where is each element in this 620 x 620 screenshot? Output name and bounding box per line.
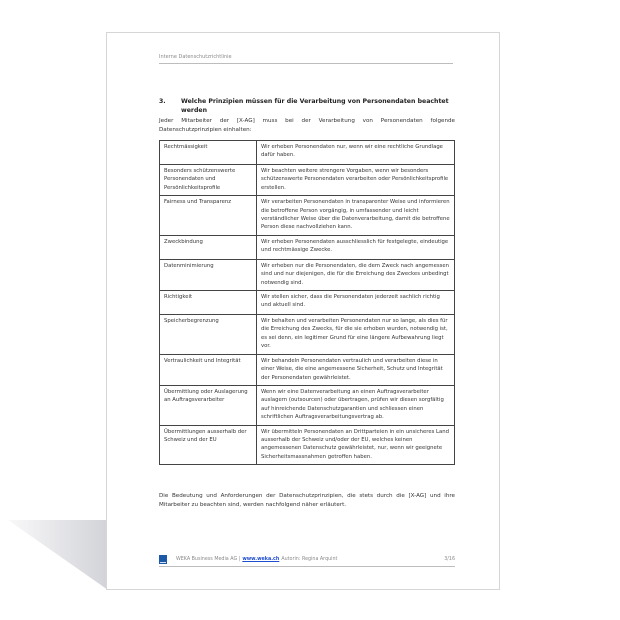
footer-publisher: WEKA Business Media AG |: [176, 556, 241, 562]
description-cell: Wir erheben nur die Personendaten, die dem Zweck nach angemessen sind und nur diejenigen, die für die Erreichung des Zweckes unbedingt notwendig sind.: [257, 259, 455, 290]
page-footer: [159, 552, 455, 567]
running-head: Interne Datenschutzrichtlinie: [159, 54, 453, 64]
closing-paragraph: Die Bedeutung und Anforderungen der Datenschutzprinzipien, die stets durch die [X-AG] und ihre Mitarbeiter zu beachten sind, werden nachfolgend näher erläutert.: [159, 493, 455, 508]
description-cell: Wir verarbeiten Personendaten in transparenter Weise und informieren die betroffene Person vorgängig, in umfassender und leicht verständlicher Weise über die Datenverarbeitung, damit die betroffene Person diese nachvollziehen kann.: [257, 196, 455, 236]
description-cell: Wir übermitteln Personendaten an Drittparteien in ein unsicheres Land ausserhalb der Schweiz und/oder der EU, welches keinen angemessenen Datenschutz gewährleistet, nur, wenn wir geeignete Sicherheitsmassnahmen getroffen haben.: [257, 425, 455, 465]
principle-cell: Rechtmässigkeit: [160, 141, 257, 165]
page-shadow: [8, 520, 108, 590]
principle-cell: Vertraulichkeit und Integrität: [160, 354, 257, 385]
principle-cell: Fairness und Transparenz: [160, 196, 257, 236]
intro-paragraph: Jeder Mitarbeiter der [X-AG] muss bei der Verarbeitung von Personendaten folgende Datenschutzprinzipien einhalten:: [159, 118, 455, 133]
principle-cell: Besonders schützenswerte Personendaten und Persönlichkeitsprofile: [160, 165, 257, 196]
principle-cell: Übermittlung oder Auslagerung an Auftragsverarbeiter: [160, 385, 257, 425]
description-cell: Wenn wir eine Datenverarbeitung an einen Auftragsverarbeiter auslagern (outsourcen) oder übertragen, prüfen wir diesen sorgfältig auf hinreichende Datenschutzgarantien und schliessen einen schriftlichen Auftragsverarbeitungsvertrag ab.: [257, 385, 455, 425]
table-row: [160, 385, 455, 425]
weka-logo-icon: [159, 555, 167, 564]
table-row: [160, 315, 455, 355]
principle-cell: Speicherbegrenzung: [160, 315, 257, 355]
table-row: [160, 165, 455, 196]
principle-cell: Richtigkeit: [160, 291, 257, 315]
table-row: [160, 425, 455, 465]
table-row: [160, 291, 455, 315]
description-cell: Wir beachten weitere strengere Vorgaben, wenn wir besonders schützenswerte Personendaten verarbeiten oder Persönlichkeitsprofile erstellen.: [257, 165, 455, 196]
description-cell: Wir erheben Personendaten nur, wenn wir eine rechtliche Grundlage dafür haben.: [257, 141, 455, 165]
description-cell: Wir stellen sicher, dass die Personendaten jederzeit sachlich richtig und aktuell sind.: [257, 291, 455, 315]
description-cell: Wir behandeln Personendaten vertraulich und verarbeiten diese in einer Weise, die eine angemessene Sicherheit, Schutz und Integrität der Personendaten gewährleistet.: [257, 354, 455, 385]
table-row: [160, 354, 455, 385]
page-number: 3/16: [444, 556, 455, 562]
principle-cell: Übermittlungen ausserhalb der Schweiz und der EU: [160, 425, 257, 465]
section-heading: [159, 97, 455, 115]
description-cell: Wir erheben Personendaten ausschliesslich für festgelegte, eindeutige und rechtmässige Zwecke.: [257, 235, 455, 259]
section-title: Welche Prinzipien müssen für die Verarbeitung von Personendaten beachtet werden: [181, 98, 449, 114]
section-number: 3.: [159, 98, 166, 105]
table-row: [160, 259, 455, 290]
table-row: [160, 235, 455, 259]
table-row: [160, 196, 455, 236]
footer-website-link[interactable]: www.weka.ch: [242, 556, 280, 562]
table-row: [160, 141, 455, 165]
principles-table: [159, 140, 455, 465]
principle-cell: Datenminimierung: [160, 259, 257, 290]
description-cell: Wir behalten und verarbeiten Personendaten nur so lange, als dies für die Erreichung des Zwecks, für die sie erhoben wurden, notwendig ist, es sei denn, ein legitimer Grund für eine längere Aufbewahrung liegt vor.: [257, 315, 455, 355]
document-page: [106, 32, 500, 590]
principle-cell: Zweckbindung: [160, 235, 257, 259]
footer-author: Autorin: Regina Arquint: [281, 556, 338, 562]
